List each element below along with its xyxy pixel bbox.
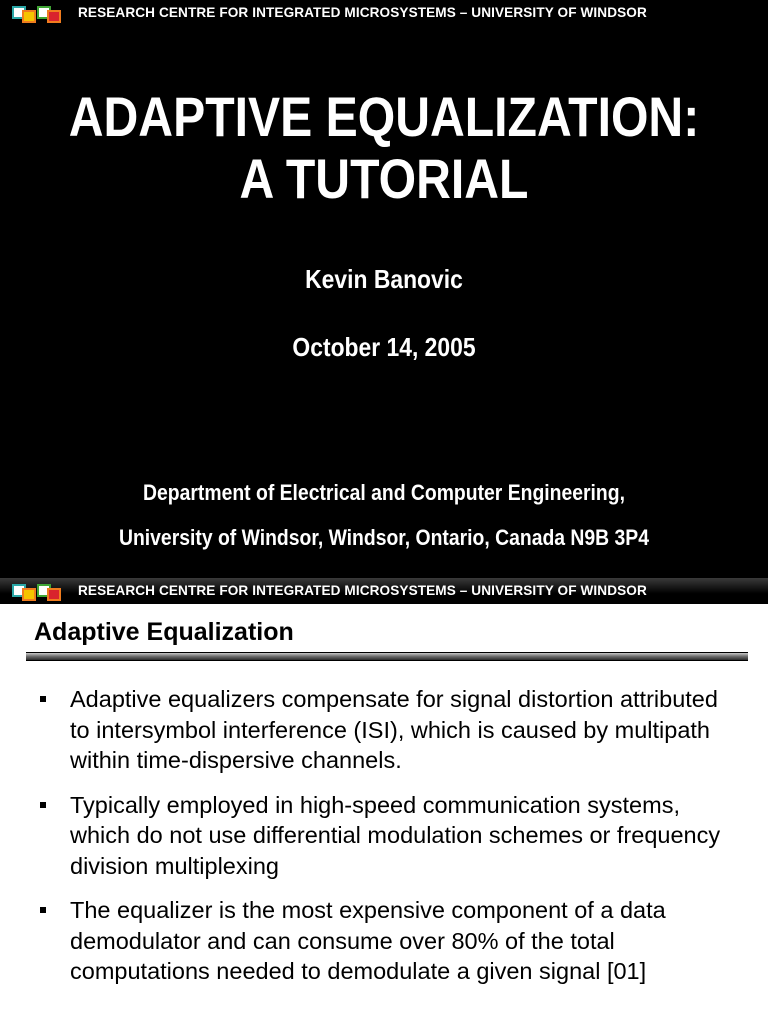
bullet-text: Adaptive equalizers compensate for signal distortion attributed to intersymbol interference (ISI), which is caused by multipath within time-dispersive channels. [70, 686, 718, 773]
rcim-logo-icon [12, 5, 64, 23]
title-line-2: A TUTORIAL [239, 147, 529, 210]
bullet-list [40, 684, 740, 1001]
department-name: Department of Electrical and Computer Engineering, [143, 480, 625, 505]
square-bullet-icon [40, 696, 46, 702]
square-bullet-icon [40, 802, 46, 808]
slide-title: Adaptive Equalization [34, 618, 294, 646]
slide-header-bar [0, 578, 768, 604]
list-item [40, 684, 740, 776]
organization-name: RESEARCH CENTRE FOR INTEGRATED MICROSYSTEMS – UNIVERSITY OF WINDSOR [78, 583, 647, 598]
bullet-text: Typically employed in high-speed communication systems, which do not use differential modulation schemes or frequency division multiplexing [70, 791, 721, 879]
organization-name: RESEARCH CENTRE FOR INTEGRATED MICROSYSTEMS – UNIVERSITY OF WINDSOR [78, 5, 647, 20]
list-item [40, 895, 740, 987]
presentation-date: October 14, 2005 [292, 332, 476, 362]
bullet-text: The equalizer is the most expensive component of a data demodulator and can consume over 80% of the total computations needed to demodulate a given signal [01] [70, 897, 666, 984]
author-name: Kevin Banovic [305, 264, 463, 294]
title-divider [26, 652, 748, 661]
presentation-title [54, 86, 714, 210]
title-line-1: ADAPTIVE EQUALIZATION: [68, 85, 700, 148]
list-item [40, 790, 740, 882]
square-bullet-icon [40, 907, 46, 913]
slide-header-bar [0, 0, 768, 26]
university-address: University of Windsor, Windsor, Ontario, Canada N9B 3P4 [118, 525, 650, 550]
content-slide [0, 578, 768, 1024]
rcim-logo-icon [12, 583, 64, 601]
